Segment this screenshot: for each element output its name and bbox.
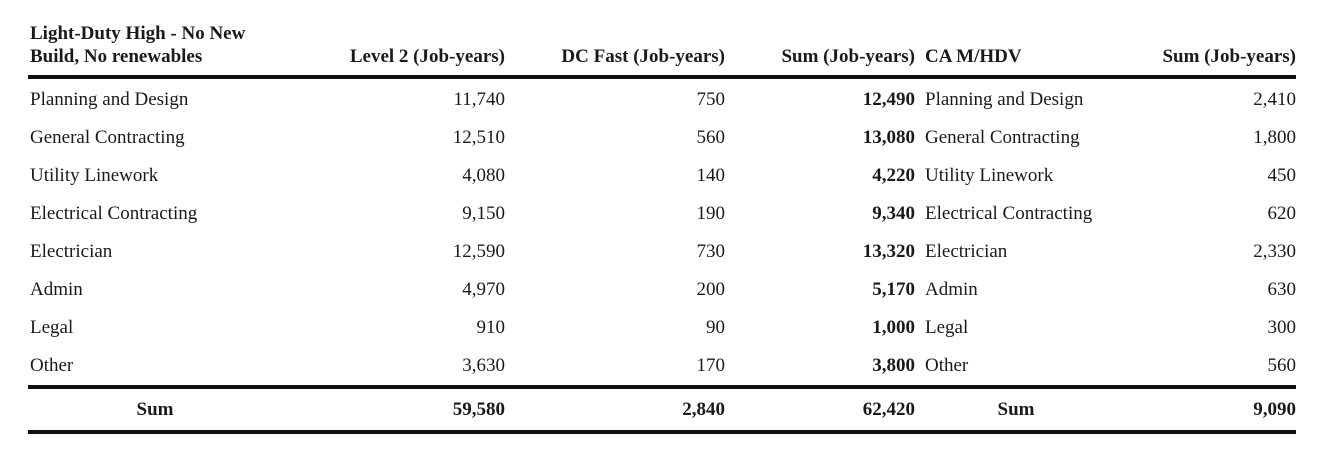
row-level2: 910 — [476, 317, 505, 338]
row-ca-sum: 1,800 — [1253, 127, 1296, 148]
row-sum: 4,220 — [872, 165, 915, 186]
row-ca-category: Electrician — [925, 241, 1008, 262]
row-dcfast: 200 — [696, 279, 725, 300]
row-sum: 13,320 — [862, 241, 915, 262]
row-category: General Contracting — [30, 127, 185, 148]
row-category: Electrician — [30, 241, 113, 262]
table-row — [28, 347, 1296, 387]
totals-label: Sum — [28, 387, 288, 432]
row-sum: 9,340 — [872, 203, 915, 224]
row-category: Other — [30, 355, 74, 376]
row-ca-category: Electrical Contracting — [925, 203, 1093, 224]
table-row — [28, 233, 1296, 271]
row-dcfast: 730 — [696, 241, 725, 262]
row-ca-category: Admin — [925, 279, 978, 300]
table-row — [28, 157, 1296, 195]
row-category: Electrical Contracting — [30, 203, 198, 224]
totals-row — [28, 387, 1296, 432]
row-sum: 13,080 — [862, 127, 915, 148]
table-row — [28, 119, 1296, 157]
row-level2: 11,740 — [453, 89, 505, 110]
row-level2: 4,080 — [462, 165, 505, 186]
row-sum: 12,490 — [862, 89, 915, 110]
row-sum: 1,000 — [872, 317, 915, 338]
header-category: Light-Duty High - No New Build, No renewables — [28, 22, 288, 77]
row-ca-category: Utility Linework — [925, 165, 1054, 186]
row-level2: 3,630 — [462, 355, 505, 376]
header-ca-sum: Sum (Job-years) — [1125, 22, 1296, 77]
row-dcfast: 140 — [696, 165, 725, 186]
row-ca-sum: 560 — [1267, 355, 1296, 376]
row-category: Utility Linework — [30, 165, 159, 186]
header-ca-category: CA M/HDV — [915, 22, 1125, 77]
row-sum: 5,170 — [872, 279, 915, 300]
table-row — [28, 77, 1296, 119]
row-ca-category: Planning and Design — [925, 89, 1084, 110]
totals-level2: 59,580 — [288, 387, 505, 432]
row-ca-category: Other — [925, 355, 969, 376]
row-dcfast: 560 — [696, 127, 725, 148]
row-level2: 4,970 — [462, 279, 505, 300]
row-ca-sum: 2,330 — [1253, 241, 1296, 262]
row-dcfast: 90 — [706, 317, 725, 338]
job-years-table — [28, 22, 1296, 434]
row-sum: 3,800 — [872, 355, 915, 376]
row-ca-sum: 630 — [1267, 279, 1296, 300]
row-category: Admin — [30, 279, 83, 300]
header-sum: Sum (Job-years) — [725, 22, 915, 77]
row-dcfast: 170 — [696, 355, 725, 376]
row-ca-sum: 450 — [1267, 165, 1296, 186]
row-ca-sum: 620 — [1267, 203, 1296, 224]
row-dcfast: 750 — [696, 89, 725, 110]
row-ca-category: General Contracting — [925, 127, 1080, 148]
row-category: Legal — [30, 317, 74, 338]
table-row — [28, 195, 1296, 233]
row-level2: 12,590 — [452, 241, 505, 262]
totals-sum: 62,420 — [725, 387, 915, 432]
header-level2: Level 2 (Job-years) — [288, 22, 505, 77]
row-ca-category: Legal — [925, 317, 969, 338]
totals-ca-sum: 9,090 — [1125, 387, 1296, 432]
table-row — [28, 309, 1296, 347]
totals-ca-label: Sum — [915, 387, 1125, 432]
header-dcfast: DC Fast (Job-years) — [505, 22, 725, 77]
table-row — [28, 271, 1296, 309]
row-ca-sum: 2,410 — [1253, 89, 1296, 110]
row-category: Planning and Design — [30, 89, 189, 110]
row-level2: 9,150 — [462, 203, 505, 224]
header-row — [28, 22, 1296, 77]
row-dcfast: 190 — [696, 203, 725, 224]
totals-dcfast: 2,840 — [505, 387, 725, 432]
row-level2: 12,510 — [452, 127, 505, 148]
row-ca-sum: 300 — [1267, 317, 1296, 338]
